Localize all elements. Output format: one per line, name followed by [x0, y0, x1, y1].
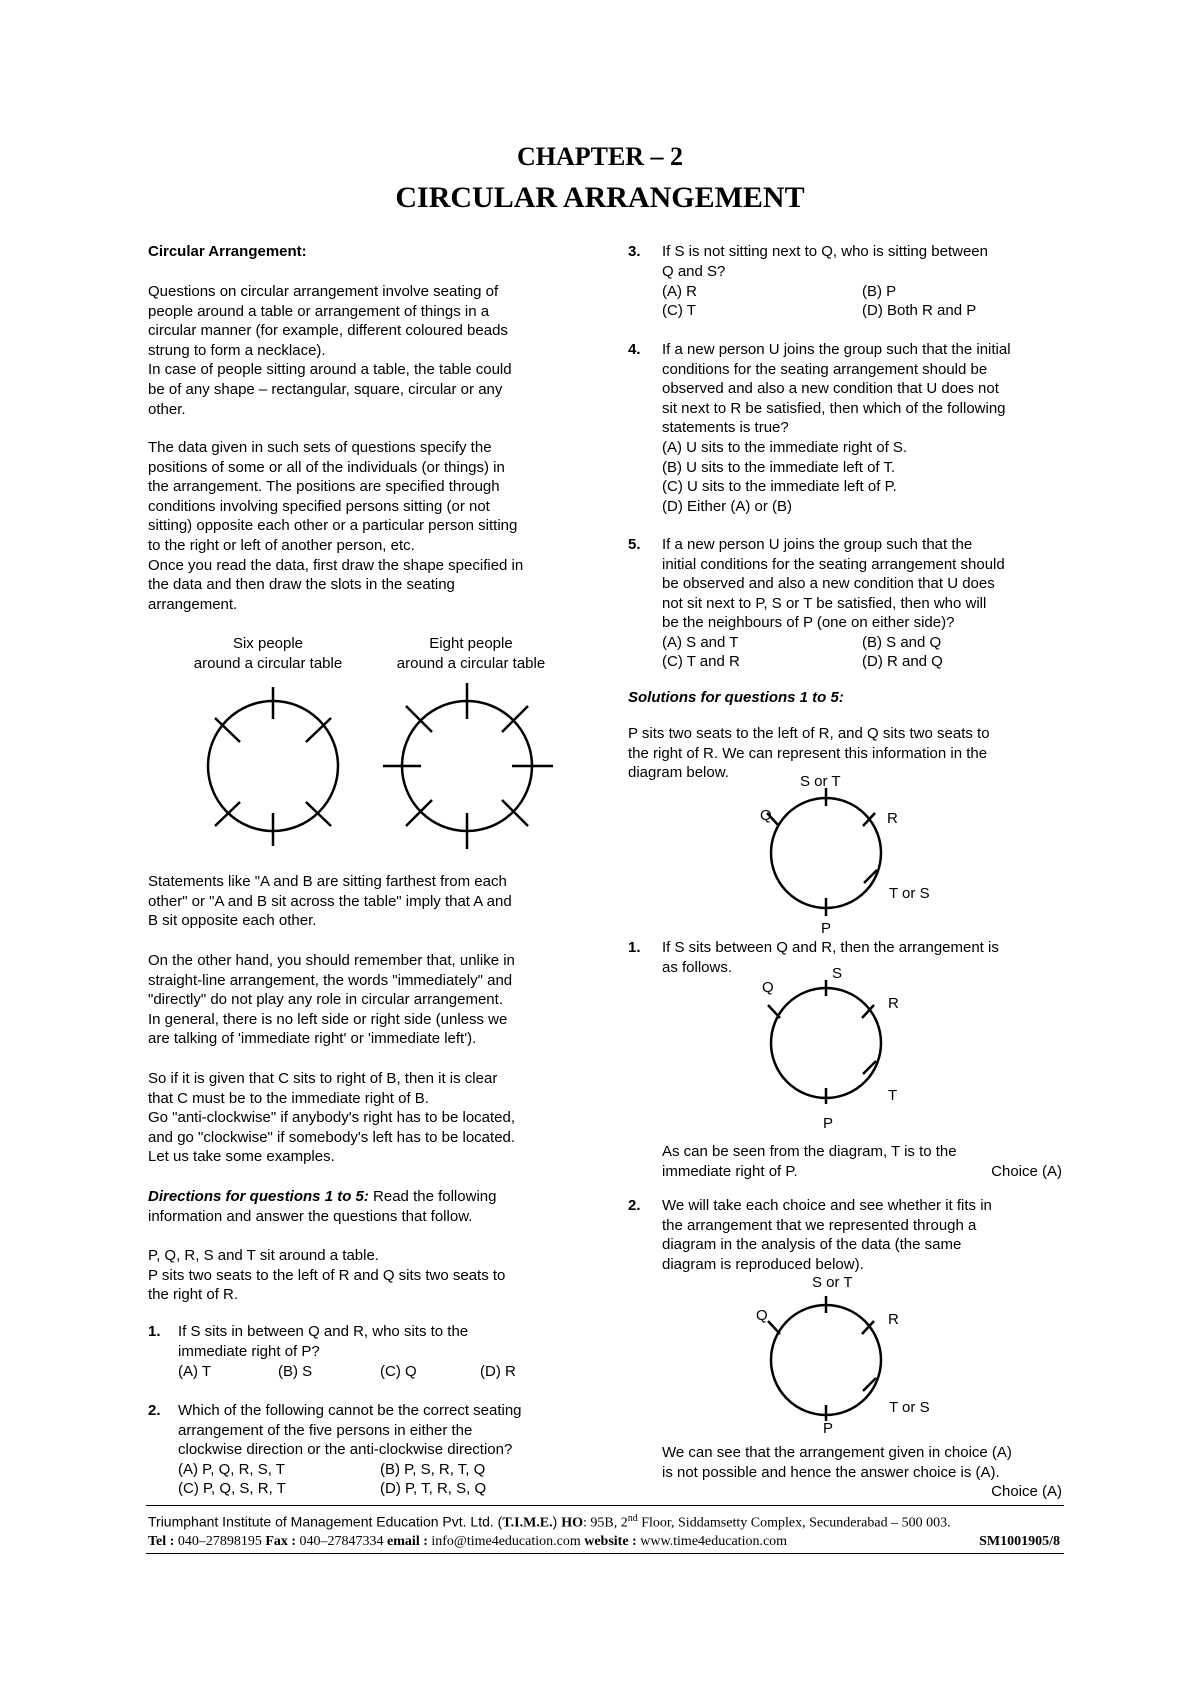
solution-number: 1. [628, 939, 641, 956]
question-2: Which of the following cannot be the correct seating arrangement of the five persons in either the clockwise direction or the anti-clockwise direction? [178, 1402, 522, 1459]
data-statement: P, Q, R, S and T sit around a table. P sits two seats to the left of R and Q sits two seats to the right of R. [148, 1247, 506, 1304]
question-number: 4. [628, 341, 641, 358]
email-link[interactable]: info@time4education.com [427, 1534, 585, 1549]
option: (B) S [278, 1363, 313, 1380]
diag1-label-left: Q [760, 807, 772, 824]
solution-2: We will take each choice and see whether it fits in the arrangement that we represented through a diagram in the analysis of the data (the same diagram is reproduced below). [662, 1197, 992, 1273]
option: (A) T [178, 1363, 212, 1380]
solution-intro: P sits two seats to the left of R, and Q sits two seats to the right of R. We can represent this information in the diagram below. [628, 725, 990, 782]
solution-diagram-2 [762, 965, 899, 1132]
footer-divider [146, 1505, 1064, 1506]
question-3: If S is not sitting next to Q, who is sitting between Q and S? [662, 243, 988, 280]
option: (D) R [480, 1363, 516, 1380]
question-5: If a new person U joins the group such that the initial conditions for the seating arrangement should be observed and also a new condition that U does not sit next to P, S or T be satisfied, then who will be the neighbours of P (one on either side)? [662, 536, 1005, 632]
diag3-label-bottom: P [823, 1420, 834, 1437]
diag1-label-bottom: P [821, 920, 832, 937]
solution-number: 2. [628, 1197, 641, 1214]
solution-2-answer: We can see that the arrangement given in choice (A) is not possible and hence the answer choice is (A). Choice (A) [662, 1444, 1062, 1501]
paragraph-opposite: Statements like "A and B are sitting farthest from each other" or "A and B sit across the table" imply that A and B sit opposite each other. [148, 873, 512, 930]
question-number: 3. [628, 243, 641, 260]
website-link[interactable]: www.time4education.com [636, 1534, 788, 1549]
option: (D) R and Q [862, 653, 943, 670]
directions: Directions for questions 1 to 5: Read the following information and answer the questions that follow. [148, 1188, 497, 1225]
caption-eight-people: Eight people around a circular table [396, 635, 546, 672]
option: (C) Q [380, 1363, 417, 1380]
diag3-label-top: S or T [812, 1274, 853, 1291]
option: (C) T [662, 302, 696, 319]
option: (B) P [862, 283, 897, 300]
diag1-label-lower-right: T or S [889, 885, 930, 902]
option: (D) Both R and P [862, 302, 977, 319]
solutions-heading: Solutions for questions 1 to 5: [628, 689, 844, 706]
footer-bottom-divider [146, 1553, 1064, 1554]
option: (C) P, Q, S, R, T [178, 1480, 286, 1497]
footer-contact: Tel : 040–27898195 Fax : 040–27847334 email : info@time4education.com website : www.time4education.com SM1001905/8 [148, 1532, 1060, 1552]
paragraph-immediately: On the other hand, you should remember that, unlike in straight-line arrangement, the words "immediately" and "directly" do not play any role in circular arrangement. In general, there is no left side or right side (unless we are talking of 'immediate right' or 'immediate left'). [148, 952, 515, 1048]
diag3-label-right: R [888, 1311, 899, 1328]
diag2-label-right: R [888, 995, 899, 1012]
diag3-circle [771, 1305, 881, 1415]
option: (A) P, Q, R, S, T [178, 1461, 285, 1478]
question-number: 2. [148, 1402, 161, 1419]
paragraph-data: The data given in such sets of questions specify the positions of some or all of the individuals (or things) in the arrangement. The positions are specified through conditions involving specified persons sitting (or not sitting) opposite each other or a particular person sitting to the right or left of another person, etc. Once you read the data, first draw the shape specified in the data and then draw the slots in the seating arrangement. [148, 439, 524, 613]
diag2-label-top: S [832, 965, 843, 982]
solution-1: If S sits between Q and R, then the arrangement is as follows. [662, 939, 999, 976]
diag1-label-top: S or T [800, 773, 841, 790]
chapter-title: CIRCULAR ARRANGEMENT [395, 181, 805, 214]
paragraph-right-left: So if it is given that C sits to right of B, then it is clear that C must be to the immediate right of B. Go "anti-clockwise" if anybody's right has to be located, and go "clockwise" if somebody's left has to be located. Let us take some examples. [148, 1070, 516, 1166]
question-number: 5. [628, 536, 641, 553]
paragraph-intro: Questions on circular arrangement involve seating of people around a table or arrangement of things in a circular manner (for example, different coloured beads strung to form a necklace). In case of people sitting around a table, the table could be of any shape – rectangular, square, circular or any other. [148, 283, 512, 418]
option: (B) P, S, R, T, Q [380, 1461, 486, 1478]
option: (C) T and R [662, 653, 740, 670]
footer-address: Triumphant Institute of Management Education Pvt. Ltd. (T.I.M.E.) HO: 95B, 2nd Floor, Siddamsetty Complex, Secunderabad – 500 003. [148, 1513, 951, 1531]
question-1: If S sits in between Q and R, who sits to the immediate right of P? [178, 1323, 469, 1360]
question-4: If a new person U joins the group such that the initial conditions for the seating arrangement should be observed and also a new condition that U does not sit next to R be satisfied, then which of the following statements is true? (A) U sits to the immediate right of S. (B) U sits to the immediate left of T. (C) U sits to the immediate left of P. (D) Either (A) or (B) [662, 341, 1011, 515]
diag3-label-left: Q [756, 1307, 768, 1324]
question-number: 1. [148, 1323, 161, 1340]
diag2-label-lower-right: T [888, 1087, 898, 1104]
caption-six-people: Six people around a circular table [193, 635, 343, 672]
chapter-number: CHAPTER – 2 [516, 142, 684, 171]
diag1-circle [771, 798, 881, 908]
option: (B) S and Q [862, 634, 942, 651]
solution-diagram-3 [756, 1274, 930, 1437]
diag2-label-bottom: P [823, 1115, 834, 1132]
solution-1-answer: As can be seen from the diagram, T is to the immediate right of P. Choice (A) [662, 1143, 1062, 1180]
diag2-label-left: Q [762, 979, 774, 996]
diag3-label-lower-right: T or S [889, 1399, 930, 1416]
option: (A) R [662, 283, 697, 300]
diag1-label-right: R [887, 810, 898, 827]
option: (D) P, T, R, S, Q [380, 1480, 487, 1497]
solution-diagram-1 [760, 773, 930, 937]
option: (A) S and T [662, 634, 739, 651]
diag2-circle [771, 988, 881, 1098]
document-code: SM1001905/8 [979, 1534, 1060, 1549]
section-heading: Circular Arrangement: [148, 243, 307, 260]
